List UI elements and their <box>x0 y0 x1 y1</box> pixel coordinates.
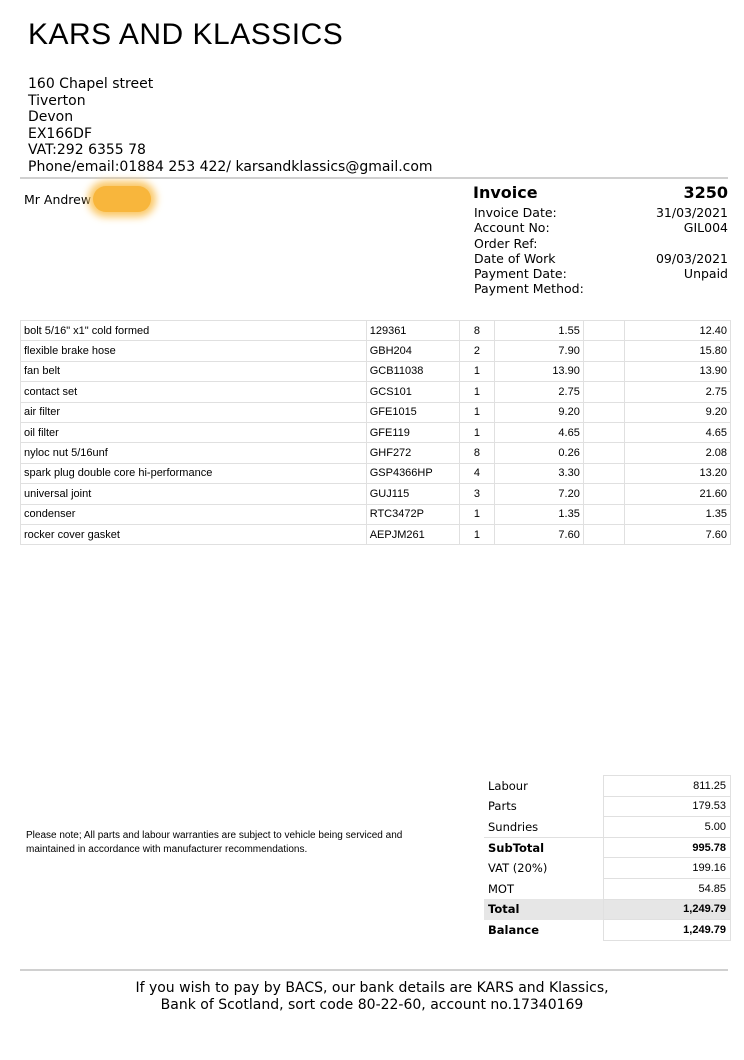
item-blank-cell <box>583 524 624 544</box>
item-blank-cell <box>583 382 624 402</box>
item-line-total: 2.08 <box>624 443 730 463</box>
address-town: Tiverton <box>28 92 86 109</box>
item-part-code: GHF272 <box>366 443 459 463</box>
totals-row <box>484 899 731 920</box>
item-quantity: 8 <box>459 321 495 341</box>
table-row <box>21 402 731 422</box>
totals-label: Total <box>484 899 604 920</box>
totals-label: MOT <box>488 881 514 896</box>
totals-label: SubTotal <box>484 837 604 858</box>
item-part-code: GUJ115 <box>366 484 459 504</box>
item-part-code: AEPJM261 <box>366 524 459 544</box>
meta-value: 09/03/2021 <box>655 250 728 266</box>
item-line-total: 7.60 <box>624 524 730 544</box>
item-quantity: 1 <box>459 361 495 381</box>
invoice-meta-row <box>473 236 728 251</box>
item-quantity: 4 <box>459 463 495 483</box>
totals-value: 1,249.79 <box>604 899 731 920</box>
table-row <box>21 463 731 483</box>
item-quantity: 2 <box>459 341 495 361</box>
item-line-total: 2.75 <box>624 382 730 402</box>
item-blank-cell <box>583 341 624 361</box>
meta-label: Payment Date: <box>474 266 567 282</box>
item-description: contact set <box>21 382 367 402</box>
item-part-code: GFE119 <box>366 422 459 442</box>
item-unit-price: 7.20 <box>495 484 584 504</box>
item-description: air filter <box>21 402 367 422</box>
totals-label: Sundries <box>488 819 539 834</box>
totals-value: 995.78 <box>604 837 731 858</box>
totals-label: Parts <box>488 799 517 814</box>
item-description: oil filter <box>21 422 367 442</box>
item-blank-cell <box>583 484 624 504</box>
item-description: bolt 5/16" x1" cold formed <box>21 321 367 341</box>
invoice-details <box>473 183 728 297</box>
item-line-total: 4.65 <box>624 422 730 442</box>
item-unit-price: 13.90 <box>495 361 584 381</box>
invoice-heading <box>473 183 728 202</box>
item-unit-price: 4.65 <box>495 422 584 442</box>
item-description: flexible brake hose <box>21 341 367 361</box>
bank-details-line-1: If you wish to pay by BACS, our bank details are KARS and Klassics, <box>135 980 609 996</box>
item-quantity: 1 <box>459 402 495 422</box>
totals-value: 54.85 <box>604 878 731 899</box>
company-address <box>28 76 433 176</box>
totals-row <box>484 776 731 797</box>
table-row <box>21 524 731 544</box>
footer-divider <box>20 969 728 971</box>
item-part-code: GBH204 <box>366 341 459 361</box>
item-description: nyloc nut 5/16unf <box>21 443 367 463</box>
item-quantity: 1 <box>459 524 495 544</box>
address-postcode: EX166DF <box>28 125 92 142</box>
totals-row <box>484 796 731 817</box>
item-part-code: RTC3472P <box>366 504 459 524</box>
customer-block <box>24 186 151 212</box>
item-line-total: 9.20 <box>624 402 730 422</box>
item-line-total: 13.20 <box>624 463 730 483</box>
item-unit-price: 7.90 <box>495 341 584 361</box>
item-blank-cell <box>583 402 624 422</box>
item-unit-price: 7.60 <box>495 524 584 544</box>
meta-value: 31/03/2021 <box>655 205 728 220</box>
invoice-meta-row <box>473 251 728 266</box>
item-line-total: 13.90 <box>624 361 730 381</box>
item-line-total: 1.35 <box>624 504 730 524</box>
meta-label: Account No: <box>474 220 550 236</box>
item-description: rocker cover gasket <box>21 524 367 544</box>
warranty-note: Please note; All parts and labour warranties are subject to vehicle being serviced and maintained in accordance with manufacturer recommendations. <box>26 830 403 855</box>
address-street: 160 Chapel street <box>28 76 154 92</box>
bank-details-footer <box>0 980 744 1014</box>
item-quantity: 8 <box>459 443 495 463</box>
item-line-total: 12.40 <box>624 321 730 341</box>
invoice-meta-row <box>473 281 728 296</box>
item-blank-cell <box>583 321 624 341</box>
invoice-number: 3250 <box>683 183 728 202</box>
invoice-meta-row <box>473 220 728 235</box>
meta-label: Order Ref: <box>474 235 538 251</box>
table-row <box>21 361 731 381</box>
totals-row <box>484 858 731 879</box>
totals-value: 5.00 <box>604 817 731 838</box>
table-row <box>21 422 731 442</box>
table-row <box>21 321 731 341</box>
item-unit-price: 2.75 <box>495 382 584 402</box>
item-part-code: GCB11038 <box>366 361 459 381</box>
item-description: universal joint <box>21 484 367 504</box>
vat-number: VAT:292 6355 78 <box>28 142 146 159</box>
table-row <box>21 382 731 402</box>
item-unit-price: 0.26 <box>495 443 584 463</box>
meta-label: Invoice Date: <box>474 205 557 220</box>
line-items-table <box>20 320 731 545</box>
meta-value: GIL004 <box>683 220 728 236</box>
bank-details-line-2: Bank of Scotland, sort code 80-22-60, account no.17340169 <box>160 997 584 1013</box>
invoice-meta-row <box>473 205 728 220</box>
item-unit-price: 1.35 <box>495 504 584 524</box>
item-line-total: 15.80 <box>624 341 730 361</box>
item-blank-cell <box>583 361 624 381</box>
totals-label: Labour <box>488 778 528 793</box>
totals-value: 1,249.79 <box>604 920 731 941</box>
item-quantity: 1 <box>459 382 495 402</box>
totals-value: 811.25 <box>604 776 731 797</box>
contact-details: Phone/email:01884 253 422/ karsandklassics@gmail.com <box>28 158 433 175</box>
totals-label: Balance <box>488 922 540 937</box>
table-row <box>21 443 731 463</box>
item-description: fan belt <box>21 361 367 381</box>
item-unit-price: 9.20 <box>495 402 584 422</box>
totals-value: 199.16 <box>604 858 731 879</box>
item-part-code: GFE1015 <box>366 402 459 422</box>
header-divider <box>20 177 728 179</box>
item-blank-cell <box>583 422 624 442</box>
invoice-meta-row <box>473 266 728 281</box>
redaction-blur <box>93 186 151 212</box>
totals-row <box>484 920 731 941</box>
totals-row <box>484 878 731 899</box>
meta-value: Unpaid <box>683 266 728 282</box>
table-row <box>21 484 731 504</box>
customer-name: Mr Andrew <box>24 191 92 207</box>
item-blank-cell <box>583 443 624 463</box>
item-description: spark plug double core hi-performance <box>21 463 367 483</box>
item-line-total: 21.60 <box>624 484 730 504</box>
item-part-code: 129361 <box>366 321 459 341</box>
item-quantity: 1 <box>459 504 495 524</box>
totals-label: VAT (20%) <box>488 861 548 876</box>
item-part-code: GCS101 <box>366 382 459 402</box>
company-name: KARS AND KLASSICS <box>28 18 344 51</box>
table-row <box>21 504 731 524</box>
item-unit-price: 3.30 <box>495 463 584 483</box>
item-blank-cell <box>583 463 624 483</box>
invoice-label: Invoice <box>473 183 538 202</box>
address-county: Devon <box>28 109 74 126</box>
item-unit-price: 1.55 <box>495 321 584 341</box>
item-quantity: 3 <box>459 484 495 504</box>
item-description: condenser <box>21 504 367 524</box>
totals-row <box>484 837 731 858</box>
meta-label: Date of Work <box>474 250 556 266</box>
totals-row <box>484 817 731 838</box>
item-quantity: 1 <box>459 422 495 442</box>
item-part-code: GSP4366HP <box>366 463 459 483</box>
item-blank-cell <box>583 504 624 524</box>
totals-value: 179.53 <box>604 796 731 817</box>
totals-table <box>484 775 731 941</box>
meta-label: Payment Method: <box>474 281 584 297</box>
table-row <box>21 341 731 361</box>
